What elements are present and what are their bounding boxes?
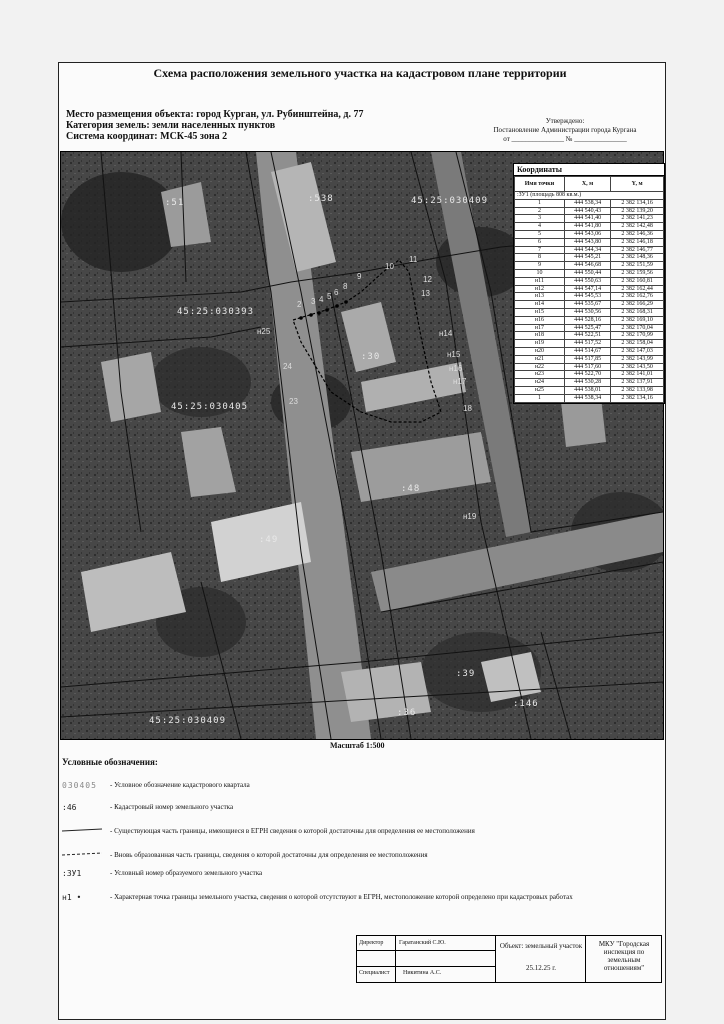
point-label: 3 (311, 297, 316, 306)
legend-symbol-quarter: 030405 (62, 780, 97, 790)
coord-cell-x: 444 544,34 (564, 246, 610, 254)
legend-symbol-existing-line (62, 826, 110, 836)
coord-cell-y: 2 382 142,48 (611, 223, 664, 231)
document-title: Схема расположения земельного участка на кадастровом плане территории (153, 66, 567, 80)
coord-cell-y: 2 382 143,50 (611, 363, 664, 371)
legend-text: - Условное обозначение кадастрового квартала (110, 781, 250, 789)
parcel-label-48: :48 (401, 484, 421, 494)
quarter-label-393: 45:25:030393 (177, 307, 255, 317)
coord-cell-y: 2 382 146,36 (611, 230, 664, 238)
coord-cell-x: 444 517,85 (564, 355, 610, 363)
coord-cell-y: 2 382 162,44 (611, 285, 664, 293)
approval-date-number: от _______________ № _______________ (503, 135, 627, 143)
point-label: н14 (439, 329, 453, 338)
coord-cell-x: 444 525,47 (564, 324, 610, 332)
point-label: 9 (357, 272, 362, 281)
col-x: X, м (564, 177, 610, 192)
legend-text: - Вновь образованная часть границы, сведения о которой достаточны для определения ее местоположения (110, 851, 428, 859)
coord-row (515, 308, 664, 316)
director-name: Гаратанский С.Ю. (399, 940, 446, 946)
legend-symbol-zu: :ЗУ1 (62, 868, 82, 878)
coord-cell-name: н23 (515, 371, 565, 379)
coord-row (515, 379, 664, 387)
legend-symbol-point: н1 • (62, 892, 82, 902)
parcel-label-39: :39 (456, 669, 476, 679)
coord-row (515, 277, 664, 285)
legend-symbol-new-line (62, 850, 110, 860)
point-label: 10 (385, 262, 394, 271)
coord-cell-name: 6 (515, 238, 565, 246)
parcel-label-146: :146 (513, 699, 539, 709)
coord-cell-x: 444 517,52 (564, 340, 610, 348)
coord-row (515, 324, 664, 332)
quarter-label-top: 45:25:030409 (411, 196, 489, 206)
quarter-label-405: 45:25:030405 (171, 402, 249, 412)
coord-row (515, 301, 664, 309)
point-label: 5 (327, 292, 332, 301)
coord-cell-y: 2 382 137,91 (611, 379, 664, 387)
coord-cell-y: 2 382 147,03 (611, 347, 664, 355)
coord-cell-y: 2 382 134,16 (611, 394, 664, 402)
legend-item-quarter (62, 778, 250, 792)
coord-cell-y: 2 382 162,76 (611, 293, 664, 301)
coord-cell-y: 2 382 139,20 (611, 207, 664, 215)
coord-row (515, 215, 664, 223)
coord-cell-x: 444 550,44 (564, 269, 610, 277)
coord-cell-name: н18 (515, 332, 565, 340)
coord-cell-y: 2 382 160,81 (611, 277, 664, 285)
coord-cell-y: 2 382 168,31 (611, 308, 664, 316)
coord-cell-x: 444 528,16 (564, 316, 610, 324)
coord-cell-y: 2 382 159,56 (611, 269, 664, 277)
coord-cell-name: н19 (515, 340, 565, 348)
coord-row (515, 363, 664, 371)
coord-row (515, 223, 664, 231)
coord-cell-y: 2 382 141,01 (611, 371, 664, 379)
coord-cell-x: 444 514,67 (564, 347, 610, 355)
coord-cell-x: 444 545,53 (564, 293, 610, 301)
coord-row (515, 340, 664, 348)
coord-row (515, 230, 664, 238)
map-scale: Масштаб 1:500 (330, 741, 385, 750)
coord-row (515, 347, 664, 355)
coord-cell-name: н14 (515, 301, 565, 309)
coord-cell-y: 2 382 141,23 (611, 215, 664, 223)
stamp-date: 25.12.25 г. (525, 964, 557, 972)
coord-row (515, 332, 664, 340)
coord-cell-name: 5 (515, 230, 565, 238)
coord-row (515, 386, 664, 394)
approval-decree: Постановление Администрации города Кургана (493, 126, 637, 134)
point-label: 13 (421, 289, 430, 298)
legend-title: Условные обозначения: (62, 757, 158, 767)
coord-cell-y: 2 382 166,29 (611, 301, 664, 309)
coord-row (515, 316, 664, 324)
point-label: 8 (343, 282, 348, 291)
point-label: 11 (409, 255, 418, 264)
specialist-role: Специалист (359, 970, 390, 976)
coordinates-header: Координаты (514, 164, 664, 176)
coord-row (515, 246, 664, 254)
legend-item-existing-boundary (62, 824, 475, 838)
coord-cell-name: н20 (515, 347, 565, 355)
legend-item-parcel (62, 800, 233, 814)
coord-row (515, 262, 664, 270)
coord-row (515, 371, 664, 379)
coord-cell-x: 444 538,34 (564, 199, 610, 207)
coord-cell-x: 444 538,01 (564, 386, 610, 394)
coord-row (515, 269, 664, 277)
coord-cell-name: н15 (515, 308, 565, 316)
coord-cell-name: н13 (515, 293, 565, 301)
location-line: Место размещения объекта: город Курган, ул. Рубинштейна, д. 77 (66, 109, 364, 120)
director-role: Директор (359, 940, 384, 946)
point-label: н17 (453, 377, 467, 386)
coord-cell-name: 3 (515, 215, 565, 223)
coord-cell-y: 2 382 169,10 (611, 316, 664, 324)
coord-cell-y: 2 382 146,77 (611, 246, 664, 254)
parcel-label-538: :538 (308, 194, 334, 204)
coord-cell-y: 2 382 170,99 (611, 332, 664, 340)
parcel-area-row: :ЗУ1 (площадь 808 кв.м.) (515, 192, 664, 200)
coord-row (515, 293, 664, 301)
coord-row (515, 394, 664, 402)
coord-cell-y: 2 382 134,16 (611, 199, 664, 207)
point-label: н25 (257, 327, 271, 336)
col-y: Y, м (611, 177, 664, 192)
point-label: н15 (447, 350, 461, 359)
approval-label: Утверждено: (545, 117, 585, 125)
coord-row (515, 207, 664, 215)
stamp-organization: МКУ "Городская инспекция по земельным отношениям" (598, 940, 650, 972)
point-label: 2 (297, 300, 302, 309)
coord-cell-x: 444 530,28 (564, 379, 610, 387)
coord-cell-x: 444 522,51 (564, 332, 610, 340)
coord-cell-x: 444 535,67 (564, 301, 610, 309)
coord-cell-y: 2 382 148,36 (611, 254, 664, 262)
legend-text: - Существующая часть границы, имеющиеся в ЕГРН сведения о которой достаточны для определения ее местоположения (110, 827, 475, 835)
point-label: 24 (283, 362, 292, 371)
coord-cell-y: 2 382 143,99 (611, 355, 664, 363)
coord-row (515, 199, 664, 207)
coord-cell-name: 1 (515, 394, 565, 402)
legend-item-zu (62, 866, 262, 880)
point-label: 18 (463, 404, 472, 413)
coord-cell-name: 1 (515, 199, 565, 207)
coord-cell-y: 2 382 170,04 (611, 324, 664, 332)
quarter-label-bottom: 45:25:030409 (149, 716, 227, 726)
coord-cell-x: 444 522,70 (564, 371, 610, 379)
parcel-label-36: :36 (397, 708, 417, 718)
legend-symbol-parcel: :46 (62, 802, 77, 812)
coord-cell-x: 444 538,34 (564, 394, 610, 402)
coord-row (515, 238, 664, 246)
parcel-label-49: :49 (259, 535, 279, 545)
coord-cell-y: 2 382 133,98 (611, 386, 664, 394)
stamp-object: Объект: земельный участок (499, 942, 583, 950)
coord-cell-name: н17 (515, 324, 565, 332)
coord-cell-name: н21 (515, 355, 565, 363)
point-label: 4 (319, 295, 324, 304)
point-label: 6 (334, 288, 339, 297)
coord-cell-x: 444 541,40 (564, 215, 610, 223)
coord-cell-name: 9 (515, 262, 565, 270)
point-label: 12 (423, 275, 432, 284)
coord-cell-x: 444 540,43 (564, 207, 610, 215)
legend-item-new-boundary (62, 848, 428, 862)
coord-cell-x: 444 546,68 (564, 262, 610, 270)
coord-cell-y: 2 382 151,59 (611, 262, 664, 270)
coord-cell-name: 4 (515, 223, 565, 231)
col-point-name: Имя точки (515, 177, 565, 192)
legend-text: - Условный номер образуемого земельного участка (110, 869, 263, 877)
coord-cell-name: н11 (515, 277, 565, 285)
coord-cell-name: н25 (515, 386, 565, 394)
parcel-label-30: :30 (361, 352, 381, 362)
coord-cell-name: н12 (515, 285, 565, 293)
point-label: н16 (449, 364, 463, 373)
coord-row (515, 254, 664, 262)
coord-cell-x: 444 550,63 (564, 277, 610, 285)
coord-cell-name: н24 (515, 379, 565, 387)
legend-item-point (62, 890, 573, 904)
coordinates-table (513, 163, 665, 404)
coord-cell-y: 2 382 158,04 (611, 340, 664, 348)
coord-cell-x: 444 547,14 (564, 285, 610, 293)
coord-system-line: Система координат: МСК-45 зона 2 (66, 131, 228, 142)
coord-cell-name: 10 (515, 269, 565, 277)
coord-cell-x: 444 517,60 (564, 363, 610, 371)
coord-row (515, 285, 664, 293)
legend-text: - Кадастровый номер земельного участка (110, 803, 234, 811)
specialist-name: Никитина А.С. (403, 970, 442, 976)
category-line: Категория земель: земли населенных пунктов (66, 120, 276, 131)
legend-text: - Характерная точка границы земельного участка, сведения о которой отсутствуют в ЕГРН, местоположение которой определено при кадастровых работах (110, 893, 573, 901)
coord-cell-y: 2 382 146,18 (611, 238, 664, 246)
coord-cell-name: 2 (515, 207, 565, 215)
coord-cell-x: 444 545,21 (564, 254, 610, 262)
coord-cell-name: 7 (515, 246, 565, 254)
coord-cell-x: 444 543,80 (564, 238, 610, 246)
coord-cell-name: н16 (515, 316, 565, 324)
coord-cell-x: 444 543,06 (564, 230, 610, 238)
coord-cell-name: н22 (515, 363, 565, 371)
parcel-label-51: :51 (165, 198, 185, 208)
title-block-stamp (356, 935, 662, 983)
coord-cell-x: 444 530,56 (564, 308, 610, 316)
coord-cell-name: 8 (515, 254, 565, 262)
point-label: 23 (289, 397, 298, 406)
point-label: н19 (463, 512, 477, 521)
coord-cell-x: 444 541,80 (564, 223, 610, 231)
coord-row (515, 355, 664, 363)
